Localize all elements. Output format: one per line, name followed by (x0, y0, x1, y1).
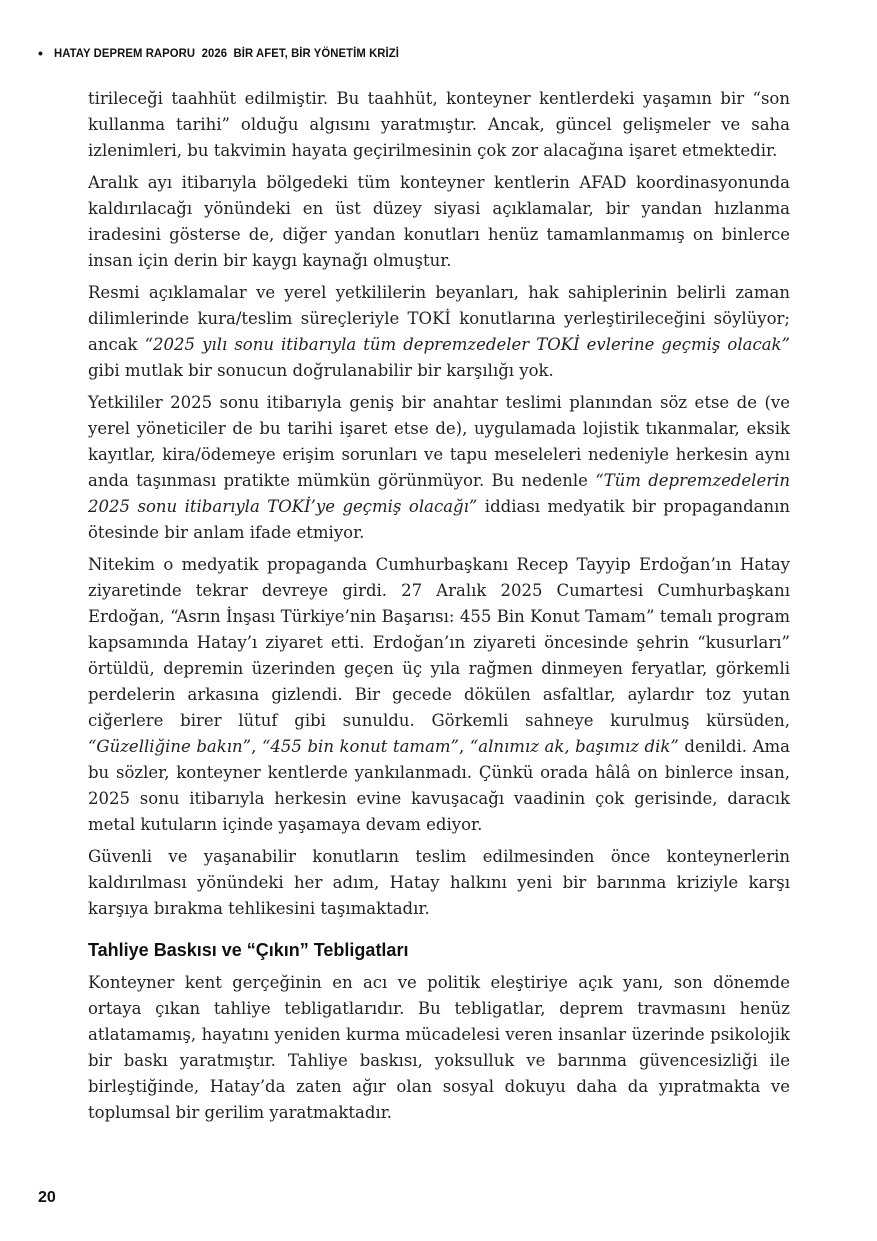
paragraph-run: gibi mutlak bir sonucun doğrulanabilir bir karşılığı yok. (88, 361, 554, 380)
paragraph-run: Güvenli ve yaşanabilir konutların teslim edilmesinden önce konteynerlerin kaldırılması yönündeki her adım, Hatay halkını yeni bir barınma kriziyle karşı karşıya bırakma tehlikesini taşımaktadır. (88, 847, 790, 918)
paragraph (88, 86, 790, 164)
paragraph-run-italic: “455 bin konut tamam” (261, 737, 459, 756)
page-number: 20 (38, 1189, 56, 1206)
paragraph-run: Konteyner kent gerçeğinin en acı ve politik eleştiriye açık yanı, son dönemde ortaya çıkan tahliye tebligatlarıdır. Bu tebligatlar, deprem travmasını henüz atlatamamış, hayatını yeniden kurma mücadelesi veren insanlar üzerinde psikolojik bir baskı yaratmıştır. Tahliye baskısı, yoksulluk ve barınma güvencesizliği ile birleştiğinde, Hatay’da zaten ağır olan sosyal dokuyu daha da yıpratmakta ve toplumsal bir gerilim yaratmaktadır. (88, 973, 790, 1122)
paragraph-run-italic: “Güzelliğine bakın” (88, 737, 252, 756)
paragraph-run: Nitekim o medyatik propaganda Cumhurbaşkanı Recep Tayyip Erdoğan’ın Hatay ziyaretinde tekrar devreye girdi. 27 Aralık 2025 Cumartesi Cumhurbaşkanı Erdoğan, “Asrın İnşası Türkiye’nin Başarısı: 455 Bin Konut Tamam” temalı program kapsamında Hatay’ı ziyaret etti. Erdoğan’ın ziyareti öncesinde şehrin “kusurları” örtüldü, depremin üzerinden geçen üç yıla rağmen dinmeyen feryatlar, görkemli perdelerin arkasına gizlendi. Bir gecede dökülen asfaltlar, aylardır toz yutan ciğerlere birer lütuf gibi sunuldu. Görkemli sahneye kurulmuş kürsüden, (88, 555, 790, 730)
section-heading: Tahliye Baskısı ve “Çıkın” Tebligatları (88, 940, 409, 960)
paragraph (88, 170, 790, 274)
paragraph-run: , (251, 737, 262, 756)
paragraph-run: denildi. Ama bu sözler, konteyner kentlerde yankılanmadı. Çünkü orada hâlâ on binlerce insan, 2025 sonu itibarıyla herkesin evine kavuşacağı vaadinin çok gerisinde, daracık metal kutuların içinde yaşamaya devam ediyor. (88, 737, 790, 834)
page-header (38, 46, 421, 60)
paragraph (88, 280, 790, 384)
paragraph-run-italic: “2025 yılı sonu itibarıyla tüm depremzedeler TOKİ evlerine geçmiş olacak” (144, 335, 790, 354)
paragraph-run: Aralık ayı itibarıyla bölgedeki tüm konteyner kentlerin AFAD koordinasyonunda kaldırılacağı yönündeki en üst düzey siyasi açıklamalar, bir yandan hızlanma iradesini gösterse de, diğer yandan konutları henüz tamamlanmamış on binlerce insan için derin bir kaygı kaynağı olmuştur. (88, 173, 790, 270)
paragraph-run-italic: “Tüm depremzedelerin 2025 sonu itibarıyla TOKİ’ye geçmiş olacağı” (88, 471, 791, 516)
page-footer (38, 1189, 56, 1207)
paragraph-run: , (458, 737, 470, 756)
paragraph-run: Resmi açıklamalar ve yerel yetkililerin beyanları, hak sahiplerinin belirli zaman dilimlerinde kura/teslim süreçleriyle TOKİ konutlarına yerleştirileceğini söylüyor; ancak (88, 283, 790, 354)
paragraph-run: Yetkililer 2025 sonu itibarıyla geniş bir anahtar teslimi planından söz etse de (ve yerel yöneticiler de bu tarihi işaret etse de), uygulamada lojistik tıkanmalar, eksik kayıtlar, kira/ödemeye erişim sorunları ve tapu meseleleri nedeniyle herkesin aynı anda taşınması pratikte mümkün görünmüyor. Bu nedenle (88, 393, 790, 490)
paragraph (88, 844, 790, 922)
paragraph (88, 390, 790, 546)
paragraph-run: tirileceği taahhüt edilmiştir. Bu taahhüt, konteyner kentlerdeki yaşamın bir “son kullanma tarihi” olduğu algısını yaratmıştır. Ancak, güncel gelişmeler ve saha izlenimleri, bu takvimin hayata geçirilmesinin çok zor alacağına işaret etmektedir. (88, 89, 790, 160)
header-title: HATAY DEPREM RAPORU 2026 BİR AFET, BİR YÖNETİM KRİZİ (53, 46, 399, 60)
paragraph-run: iddiası medyatik bir propagandanın ötesinde bir anlam ifade etmiyor. (88, 497, 791, 542)
paragraph (88, 970, 790, 1126)
document-content (88, 86, 790, 1132)
paragraph (88, 552, 790, 838)
paragraph-run-italic: “alnımız ak, başımız dik” (469, 737, 679, 756)
header-bullet-icon: • (38, 45, 43, 61)
